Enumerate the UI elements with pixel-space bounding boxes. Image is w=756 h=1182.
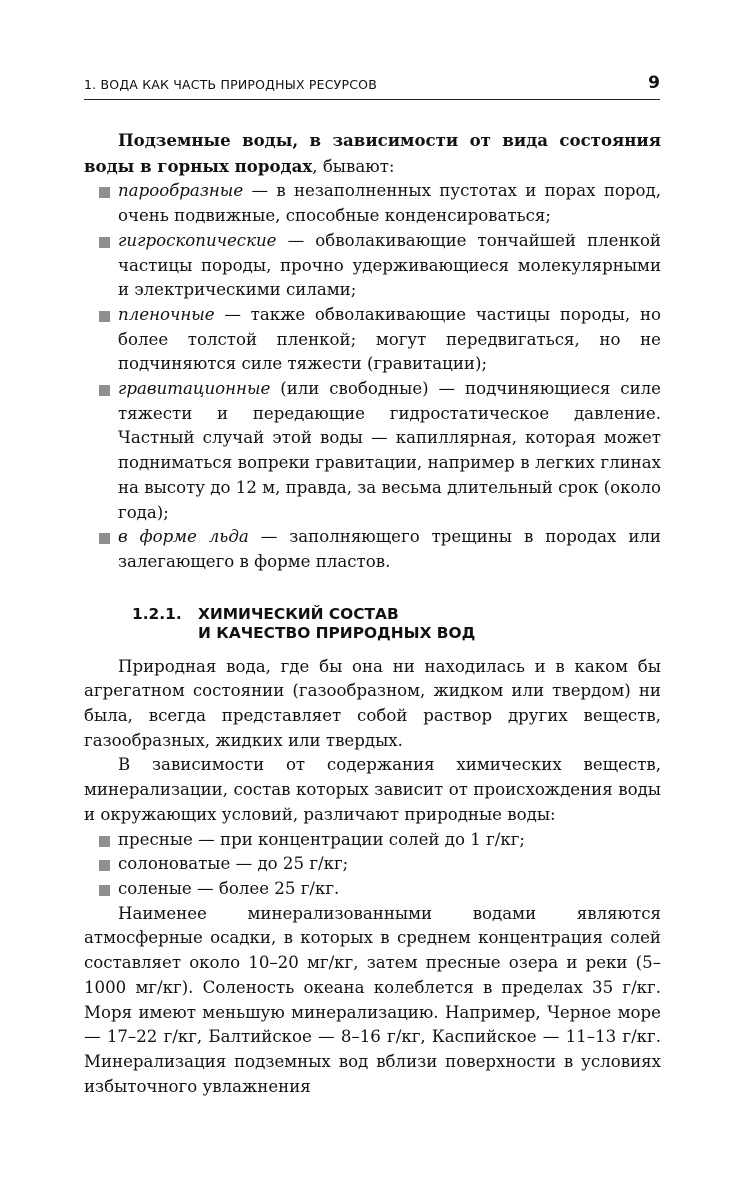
groundwater-intro [84,128,661,179]
subsection-title-line2: И КАЧЕСТВО ПРИРОДНЫХ ВОД [198,623,476,642]
page-number: 9 [648,73,660,93]
list-item [84,828,661,853]
list-item [84,525,661,574]
list-item-term: пленочные [118,304,215,324]
list-item-text: — в незаполненных пустотах и порах пород, очень подвижные, способные конденсироваться; [118,181,661,226]
subsection-number: 1.2.1. [132,604,182,623]
square-bullet-icon [99,885,110,896]
list-item-text: — заполняющего трещины в породах или залегающего в форме пластов. [118,527,661,571]
list-item-term: в форме льда [118,527,249,547]
page-content [84,128,661,1099]
list-item [84,852,661,877]
square-bullet-icon [99,836,110,847]
list-item-text: соленые — более 25 г/кг. [118,878,340,898]
paragraph: Наименее минерализованными водами являются атмосферные осадки, в которых в среднем концентрация солей составляет около 10–20 мг/кг, затем пресные озера и реки (5–1000 мг/кг). Соленость океана колеблется в пределах 35 г/кг. Моря имеют меньшую минерализацию. Например, Черное море — 17–22 г/кг, Балтийское — 8–16 г/кг, Каспийское — 11–13 г/кг. Минерализация подземных вод вблизи поверхности в условиях избыточного увлажнения [84,903,661,1096]
square-bullet-icon [99,385,110,396]
list-item-text: — также обволакивающие частицы породы, но более толстой пленкой; могут передвигаться, но не подчиняются силе тяжести (гравитации); [118,304,661,374]
list-item [84,179,661,228]
running-header [84,75,660,100]
square-bullet-icon [99,237,110,248]
list-item-text: (или свободные) — подчиняющиеся силе тяжести и передающие гидростатическое давление. Частный случай этой воды — капиллярная, которая может подниматься вопреки гравитации, например в легких глинах на высоту до 12 м, правда, за весьма длительный срок (около года); [118,379,661,522]
list-item-term: парообразные [118,181,244,201]
square-bullet-icon [99,860,110,871]
list-item-text: — обволакивающие тончайшей пленкой частицы породы, прочно удерживающиеся молекулярными и электрическими силами; [118,230,661,300]
list-item-term: гигроскопические [118,230,277,250]
list-item-text: солоноватые — до 25 г/кг; [118,854,349,874]
square-bullet-icon [99,311,110,322]
square-bullet-icon [99,533,110,544]
groundwater-types-list [84,179,661,574]
subsection-heading [84,605,661,643]
salinity-list [84,828,661,902]
square-bullet-icon [99,187,110,198]
groundwater-intro-rest: , бывают: [312,156,395,176]
list-item-term: гравитационные [118,379,271,399]
list-item [84,877,661,902]
subsection-title-line1: ХИМИЧЕСКИЙ СОСТАВ [198,604,399,623]
paragraph: В зависимости от содержания химических веществ, минерализации, состав которых зависит от происхождения воды и окружающих условий, различают природные воды: [84,755,661,824]
list-item-text: пресные — при концентрации солей до 1 г/кг; [118,829,526,849]
paragraph: Природная вода, где бы она ни находилась и в каком бы агрегатном состоянии (газообразном, жидком или твердом) ни была, всегда представляет собой раствор других веществ, газообразных, жидких или твердых. [84,656,661,750]
list-item [84,303,661,377]
running-title: 1. ВОДА КАК ЧАСТЬ ПРИРОДНЫХ РЕСУРСОВ [84,77,377,92]
groundwater-intro-bold: Подземные воды, в зависимости от вида состояния воды в горных породах [84,130,661,176]
list-item [84,377,661,525]
list-item [84,229,661,303]
